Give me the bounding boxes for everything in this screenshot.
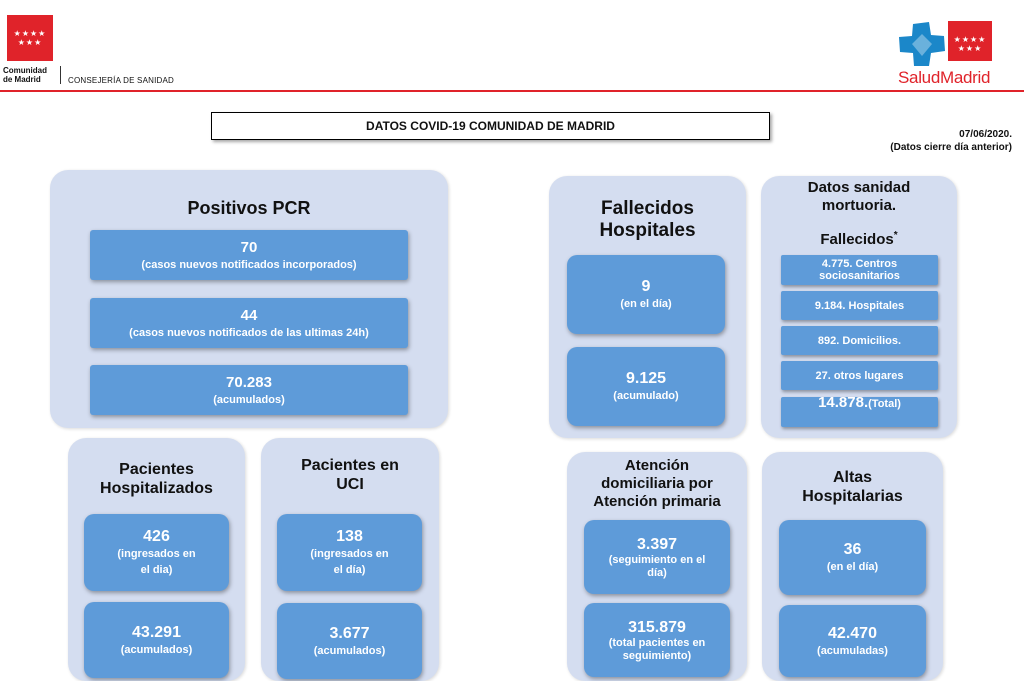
stat-label-line1: (ingresados en bbox=[117, 548, 196, 560]
stars-icon: ★★★★ ★★★ bbox=[13, 29, 47, 47]
stat-box bbox=[90, 298, 408, 348]
header bbox=[0, 0, 1024, 100]
stat-box bbox=[779, 520, 926, 595]
panel-title-line2: Hospitalarias bbox=[802, 488, 903, 505]
stat-label: (en el día) bbox=[826, 561, 879, 573]
stat-box bbox=[90, 230, 408, 280]
brand-name: SaludMadrid bbox=[898, 68, 991, 87]
report-date bbox=[890, 128, 1012, 154]
org-name-line1: Comunidad bbox=[3, 66, 47, 75]
mortuoria-item bbox=[781, 291, 938, 320]
panel-title-line1: Pacientes bbox=[119, 461, 194, 478]
stat-label-line1: (ingresados en bbox=[310, 548, 389, 560]
stat-box bbox=[779, 605, 926, 677]
stat-value: 9 bbox=[641, 278, 651, 295]
stat-box bbox=[567, 347, 725, 426]
stat-box bbox=[90, 365, 408, 415]
stat-box bbox=[277, 514, 422, 591]
total-value: 14.878. bbox=[818, 394, 869, 411]
panel-title bbox=[68, 460, 245, 498]
stat-label-line2: día) bbox=[647, 566, 667, 579]
panel-title-line2: Hospitales bbox=[599, 220, 696, 241]
panel-title-line1: Datos sanidad bbox=[807, 179, 911, 196]
mortuoria-item bbox=[781, 326, 938, 355]
stat-box bbox=[277, 603, 422, 679]
mortuoria-total bbox=[781, 394, 938, 427]
page-title: DATOS COVID-19 COMUNIDAD DE MADRID bbox=[211, 112, 770, 140]
stat-value: 315.879 bbox=[628, 618, 686, 636]
panel-title-line2: domiciliaria por bbox=[601, 475, 713, 492]
stars-icon: ★★★★ ★★★ bbox=[953, 35, 987, 53]
stat-value: 426 bbox=[143, 528, 170, 545]
panel-title-line1: Altas bbox=[832, 469, 873, 486]
panel-title bbox=[762, 468, 943, 506]
asterisk: * bbox=[893, 230, 898, 241]
salud-madrid-cross-icon bbox=[898, 22, 946, 66]
stat-label: (en el día) bbox=[620, 298, 672, 310]
stat-label-line2: el día) bbox=[333, 564, 366, 576]
header-red-rule bbox=[0, 90, 1024, 92]
mortuoria-item bbox=[781, 255, 938, 285]
stat-label: (acumuladas) bbox=[817, 644, 888, 657]
panel-title: Positivos PCR bbox=[187, 198, 311, 218]
stat-value: 3.397 bbox=[636, 535, 678, 553]
date-value: 07/06/2020. bbox=[959, 129, 1012, 140]
stat-value: 36 bbox=[843, 541, 862, 558]
mortuoria-item-line2: sociosanitarios bbox=[819, 270, 900, 282]
mortuoria-item bbox=[781, 361, 938, 390]
stat-box bbox=[584, 603, 730, 677]
mortuoria-item-line1: 9.184. Hospitales bbox=[814, 299, 905, 312]
panel-fallecidos-hospitales bbox=[549, 176, 746, 438]
panel-title-line1: Atención bbox=[624, 457, 690, 474]
stat-label-line2: el dia) bbox=[140, 564, 173, 576]
stat-label-line1: (total pacientes en bbox=[608, 636, 706, 649]
stat-label: (acumulados) bbox=[313, 644, 386, 657]
stat-label: (casos nuevos notificados de las ultimas 24h) bbox=[129, 326, 369, 339]
date-note: (Datos cierre día anterior) bbox=[890, 142, 1012, 153]
salud-madrid-flag-logo bbox=[948, 21, 992, 61]
panel-atencion-domiciliaria bbox=[567, 452, 747, 681]
total-label: (Total) bbox=[868, 398, 901, 410]
panel-title bbox=[567, 457, 747, 511]
stat-value: 9.125 bbox=[625, 370, 667, 387]
header-divider bbox=[60, 66, 61, 84]
panel-title-line2: mortuoria. bbox=[821, 197, 897, 214]
org-name bbox=[3, 66, 47, 84]
panel-title-line1: Fallecidos bbox=[601, 198, 694, 219]
panel-title bbox=[261, 456, 439, 494]
mortuoria-item-line1: 892. Domicilios. bbox=[817, 334, 902, 347]
org-name-line2: de Madrid bbox=[3, 75, 41, 84]
stat-label: (acumulados) bbox=[120, 643, 193, 656]
stat-value: 138 bbox=[336, 528, 363, 545]
comunidad-madrid-flag-logo bbox=[7, 15, 53, 61]
stat-label: (acumulado) bbox=[613, 390, 679, 402]
panel-subtitle bbox=[761, 230, 957, 248]
panel-title-line3: Atención primaria bbox=[593, 493, 721, 510]
panel-sanidad-mortuoria bbox=[761, 176, 957, 438]
stat-label: (casos nuevos notificados incorporados) bbox=[141, 258, 357, 271]
panel-uci bbox=[261, 438, 439, 681]
panel-title bbox=[761, 179, 957, 215]
stat-label: (acumulados) bbox=[213, 393, 285, 406]
panel-subtitle-text: Fallecidos bbox=[820, 231, 894, 248]
mortuoria-item-line1: 27. otros lugares bbox=[815, 369, 904, 382]
stat-value: 70.283 bbox=[226, 373, 272, 391]
panel-hospitalizados bbox=[68, 438, 245, 681]
stat-box bbox=[567, 255, 725, 334]
stat-value: 44 bbox=[240, 306, 258, 324]
panel-altas-hospitalarias bbox=[762, 452, 943, 681]
panel-positivos-pcr bbox=[50, 170, 448, 428]
stat-value: 43.291 bbox=[132, 623, 181, 641]
stat-value: 70 bbox=[240, 238, 258, 256]
stat-label-line2: seguimiento) bbox=[622, 649, 692, 662]
stat-value: 3.677 bbox=[329, 624, 370, 642]
stat-label-line1: (seguimiento en el bbox=[608, 553, 706, 566]
panel-title bbox=[549, 198, 746, 242]
panel-title-line2: UCI bbox=[336, 476, 364, 493]
stat-box bbox=[84, 514, 229, 591]
mortuoria-item-line1: 4.775. Centros bbox=[821, 258, 898, 270]
stat-value: 42.470 bbox=[828, 624, 877, 642]
stat-box bbox=[584, 520, 730, 594]
panel-title-line1: Pacientes en bbox=[301, 457, 399, 474]
stat-box bbox=[84, 602, 229, 678]
department-name: CONSEJERÍA DE SANIDAD bbox=[68, 76, 175, 85]
panel-title-line2: Hospitalizados bbox=[100, 480, 213, 497]
